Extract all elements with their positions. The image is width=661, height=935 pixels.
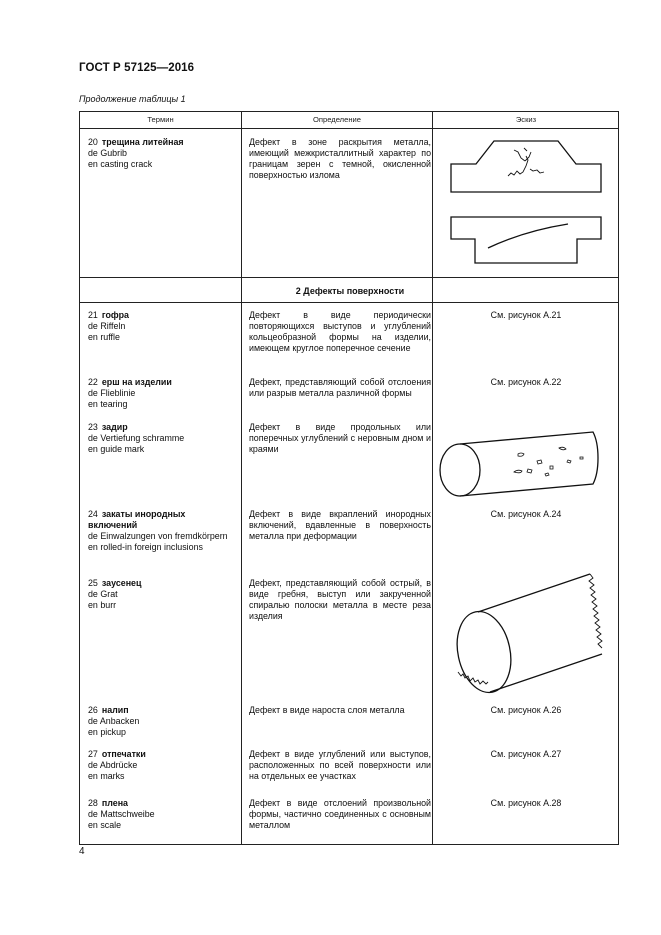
term-number: 28 bbox=[88, 798, 98, 808]
table-row-term bbox=[88, 749, 146, 782]
term-definition: Дефект в виде отслоений произвольной формы, частично соединенных с основным металлом bbox=[249, 798, 431, 830]
table-row-term bbox=[88, 422, 184, 455]
header-divider bbox=[80, 128, 618, 129]
term-number: 21 bbox=[88, 310, 98, 320]
row-divider bbox=[80, 277, 618, 278]
header-term: Термин bbox=[147, 115, 174, 124]
term-english: en marks bbox=[88, 771, 125, 781]
header-definition: Определение bbox=[312, 115, 361, 124]
term-definition: Дефект в зоне раскрытия металла, имеющий межкристаллитный характер по границам зерен с темной, окисленной поверхностью излома bbox=[249, 137, 431, 180]
term-german: de Einwalzungen von fremdkörpern bbox=[88, 531, 228, 541]
section-title: 2 Дефекты поверхности bbox=[295, 286, 405, 296]
term-number: 22 bbox=[88, 377, 98, 387]
table-row-term bbox=[88, 377, 172, 410]
term-definition: Дефект, представляющий собой острый, в виде гребня, выступ или закрученной спиралью полоски металла в месте реза изделия bbox=[249, 578, 431, 621]
table-row-term bbox=[88, 137, 184, 170]
term-number: 24 bbox=[88, 509, 98, 519]
figure-reference: См. рисунок А.26 bbox=[490, 705, 562, 715]
term-german: de Riffeln bbox=[88, 321, 126, 331]
term-german: de Gubrib bbox=[88, 148, 127, 158]
row-divider bbox=[80, 302, 618, 303]
term-name: задир bbox=[101, 422, 128, 432]
term-definition: Дефект в виде продольных или поперечных углублений с неровным дном и краями bbox=[249, 422, 431, 454]
term-english: en tearing bbox=[88, 399, 128, 409]
term-english: en ruffle bbox=[88, 332, 120, 342]
column-divider bbox=[241, 112, 242, 844]
term-english: en pickup bbox=[88, 727, 126, 737]
term-german: de Mattschweibe bbox=[88, 809, 155, 819]
figure-reference: См. рисунок А.27 bbox=[490, 749, 562, 759]
term-name: трещина литейная bbox=[101, 137, 184, 147]
term-english: en guide mark bbox=[88, 444, 145, 454]
term-definition: Дефект, представляющий собой отслоения или разрыв металла различной формы bbox=[249, 377, 431, 398]
table-row-term bbox=[88, 310, 129, 343]
table-row-term bbox=[88, 798, 155, 831]
figure-reference: См. рисунок А.24 bbox=[490, 509, 562, 519]
column-divider bbox=[432, 112, 433, 844]
terms-table bbox=[79, 111, 619, 845]
term-name: гофра bbox=[101, 310, 129, 320]
figure-reference: См. рисунок А.28 bbox=[490, 798, 562, 808]
header-sketch: Эскиз bbox=[515, 115, 537, 124]
term-number: 20 bbox=[88, 137, 98, 147]
term-name: налип bbox=[101, 705, 129, 715]
term-name: заусенец bbox=[101, 578, 142, 588]
figure-reference: См. рисунок А.22 bbox=[490, 377, 562, 387]
term-name: ерш на изделии bbox=[101, 377, 172, 387]
term-name: отпечатки bbox=[101, 749, 146, 759]
term-english: en burr bbox=[88, 600, 117, 610]
term-german: de Abdrücke bbox=[88, 760, 138, 770]
term-english: en scale bbox=[88, 820, 122, 830]
table-row-term bbox=[88, 705, 139, 738]
term-name: закаты инородных включений bbox=[88, 509, 186, 530]
term-number: 23 bbox=[88, 422, 98, 432]
term-number: 27 bbox=[88, 749, 98, 759]
term-number: 26 bbox=[88, 705, 98, 715]
term-german: de Vertiefung schramme bbox=[88, 433, 185, 443]
term-definition: Дефект в виде периодически повторяющихся выступов и углублений кольцеобразной формы на изделии, имеющем круглое поперечное сечение bbox=[249, 310, 431, 353]
standard-code: ГОСТ Р 57125—2016 bbox=[79, 62, 195, 74]
term-german: de Flieblinie bbox=[88, 388, 136, 398]
term-definition: Дефект в виде углублений или выступов, расположенных по всей поверхности или на отдельных ее участках bbox=[249, 749, 431, 781]
casting-crack-sketch bbox=[446, 139, 606, 274]
table-row-term bbox=[88, 509, 236, 553]
figure-reference: См. рисунок А.21 bbox=[490, 310, 562, 320]
guide-mark-sketch bbox=[435, 430, 615, 502]
table-continuation-caption: Продолжение таблицы 1 bbox=[79, 94, 186, 104]
table-row-term bbox=[88, 578, 141, 611]
term-english: en casting crack bbox=[88, 159, 153, 169]
page-number: 4 bbox=[79, 846, 85, 857]
term-definition: Дефект в виде нароста слоя металла bbox=[249, 705, 405, 715]
term-english: en rolled-in foreign inclusions bbox=[88, 542, 203, 552]
term-definition: Дефект в виде вкраплений инородных включений, вдавленные в поверхность металла при деформации bbox=[249, 509, 431, 541]
burr-sketch bbox=[438, 572, 608, 700]
term-german: de Anbacken bbox=[88, 716, 140, 726]
term-name: плена bbox=[101, 798, 128, 808]
term-german: de Grat bbox=[88, 589, 118, 599]
term-number: 25 bbox=[88, 578, 98, 588]
